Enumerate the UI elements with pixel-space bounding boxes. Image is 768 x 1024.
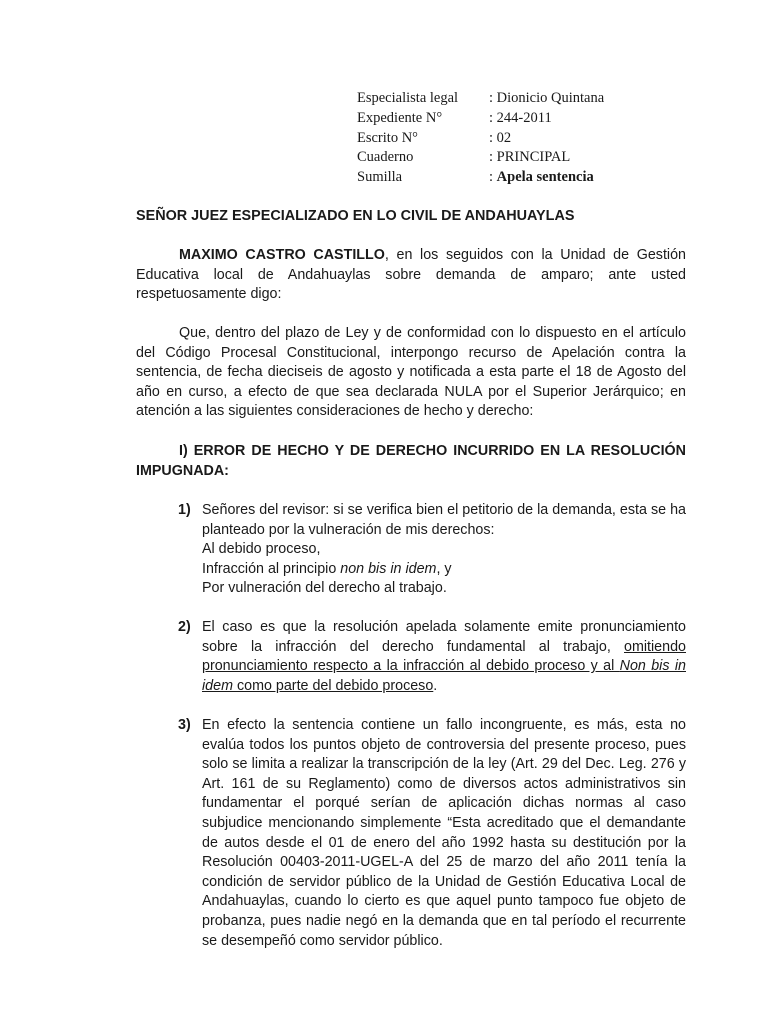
section-heading-text: I) ERROR DE HECHO Y DE DERECHO INCURRIDO EN LA RESOLUCIÓN IMPUGNADA:: [136, 443, 686, 479]
list-item: [178, 716, 686, 951]
item-line: Al debido proceso,: [202, 541, 321, 558]
list-item: [178, 501, 686, 599]
appeal-text: Que, dentro del plazo de Ley y de conformidad con lo dispuesto en el artículo del Código Procesal Constitucional, interpongo recurso de Apelación contra la sentencia, de fecha dieciseis de agosto y notificada a esta parte el 18 de Agosto del año en curso, a efecto de que sea declarada NULA por el Superior Jerárquico; en atención a las siguientes consideraciones de hecho y derecho:: [136, 325, 686, 420]
underlined-text-part: omitiendo pronunciamiento respecto a la infracción al debido proceso y al: [202, 638, 686, 675]
header-row-writ-number: [357, 129, 677, 149]
header-value-prefix: :: [489, 169, 497, 186]
item-line-text: , y: [436, 560, 452, 577]
list-item: [178, 618, 686, 696]
header-value: [489, 168, 594, 188]
intro-text: , en los seguidos con la Unidad de Gestión Educativa local de Andahuaylas sobre demanda de amparo; ante usted respetuosamente digo:: [136, 247, 686, 303]
item-text: Señores del revisor: si se verifica bien el petitorio de la demanda, esta se ha planteado por la vulneración de mis derechos:: [202, 502, 686, 538]
section-heading: [136, 442, 686, 481]
latin-phrase: Non bis in idem: [202, 658, 686, 694]
appellant-name: MAXIMO CASTRO CASTILLO: [179, 247, 385, 263]
header-value-bold: Apela sentencia: [496, 169, 594, 186]
item-body: [202, 618, 686, 696]
item-text-end: .: [433, 677, 438, 694]
header-value: : PRINCIPAL: [489, 149, 571, 166]
underlined-text-part: como parte del debido proceso: [233, 677, 434, 694]
latin-phrase: non bis in idem: [340, 560, 437, 577]
item-line: [202, 560, 686, 580]
header-row-summary: [357, 168, 677, 188]
header-label: Especialista legal: [357, 90, 459, 106]
header-value: : 244-2011: [489, 109, 552, 126]
header-label: Cuaderno: [357, 149, 414, 166]
item-number: 2): [178, 619, 191, 635]
header-label: Escrito N°: [357, 129, 418, 146]
item-body: [202, 501, 686, 599]
case-header: [357, 89, 677, 188]
header-value: : 02: [489, 129, 512, 146]
header-label: Expediente N°: [357, 109, 443, 126]
header-row-file-number: [357, 109, 677, 129]
header-row-specialist: [357, 89, 677, 109]
item-number: 1): [178, 502, 191, 518]
header-label: Sumilla: [357, 169, 403, 186]
document-title: SEÑOR JUEZ ESPECIALIZADO EN LO CIVIL DE ANDAHUAYLAS: [136, 208, 575, 224]
header-row-notebook: [357, 148, 677, 168]
item-line-text: Infracción al principio: [202, 560, 341, 577]
item-text: El caso es que la resolución apelada solamente emite pronunciamiento sobre la infracción del derecho fundamental al trabajo,: [202, 619, 686, 655]
intro-paragraph: [136, 246, 686, 305]
item-body: En efecto la sentencia contiene un fallo incongruente, es más, esta no evalúa todos los puntos objeto de controversia del presente proceso, pues solo se limita a realizar la transcripción de la ley (Art. 29 del Dec. Leg. 276 y Art. 161 de su Reglamento) como de diversos actos administrativos sin fundamentar el porqué serían de aplicación dichas normas al caso subjudice mencionando simplemente “Esta acreditado que el demandante de autos desde el 01 de enero del año 1992 hasta su destitución por la Resolución 00403-2011-UGEL-A del 25 de marzo del año 2011 tenía la condición de servidor público de la Unidad de Gestión Educativa Local de Andahuaylas, cuando lo cierto es que aquel punto tampoco fue objeto de probanza, pues nadie negó en la demanda que en tal período el recurrente se desempeñó como servidor público.: [202, 717, 686, 949]
header-value: : Dionicio Quintana: [489, 90, 605, 106]
appeal-paragraph: [136, 324, 686, 422]
item-number: 3): [178, 717, 191, 733]
item-line: Por vulneración del derecho al trabajo.: [202, 580, 447, 597]
